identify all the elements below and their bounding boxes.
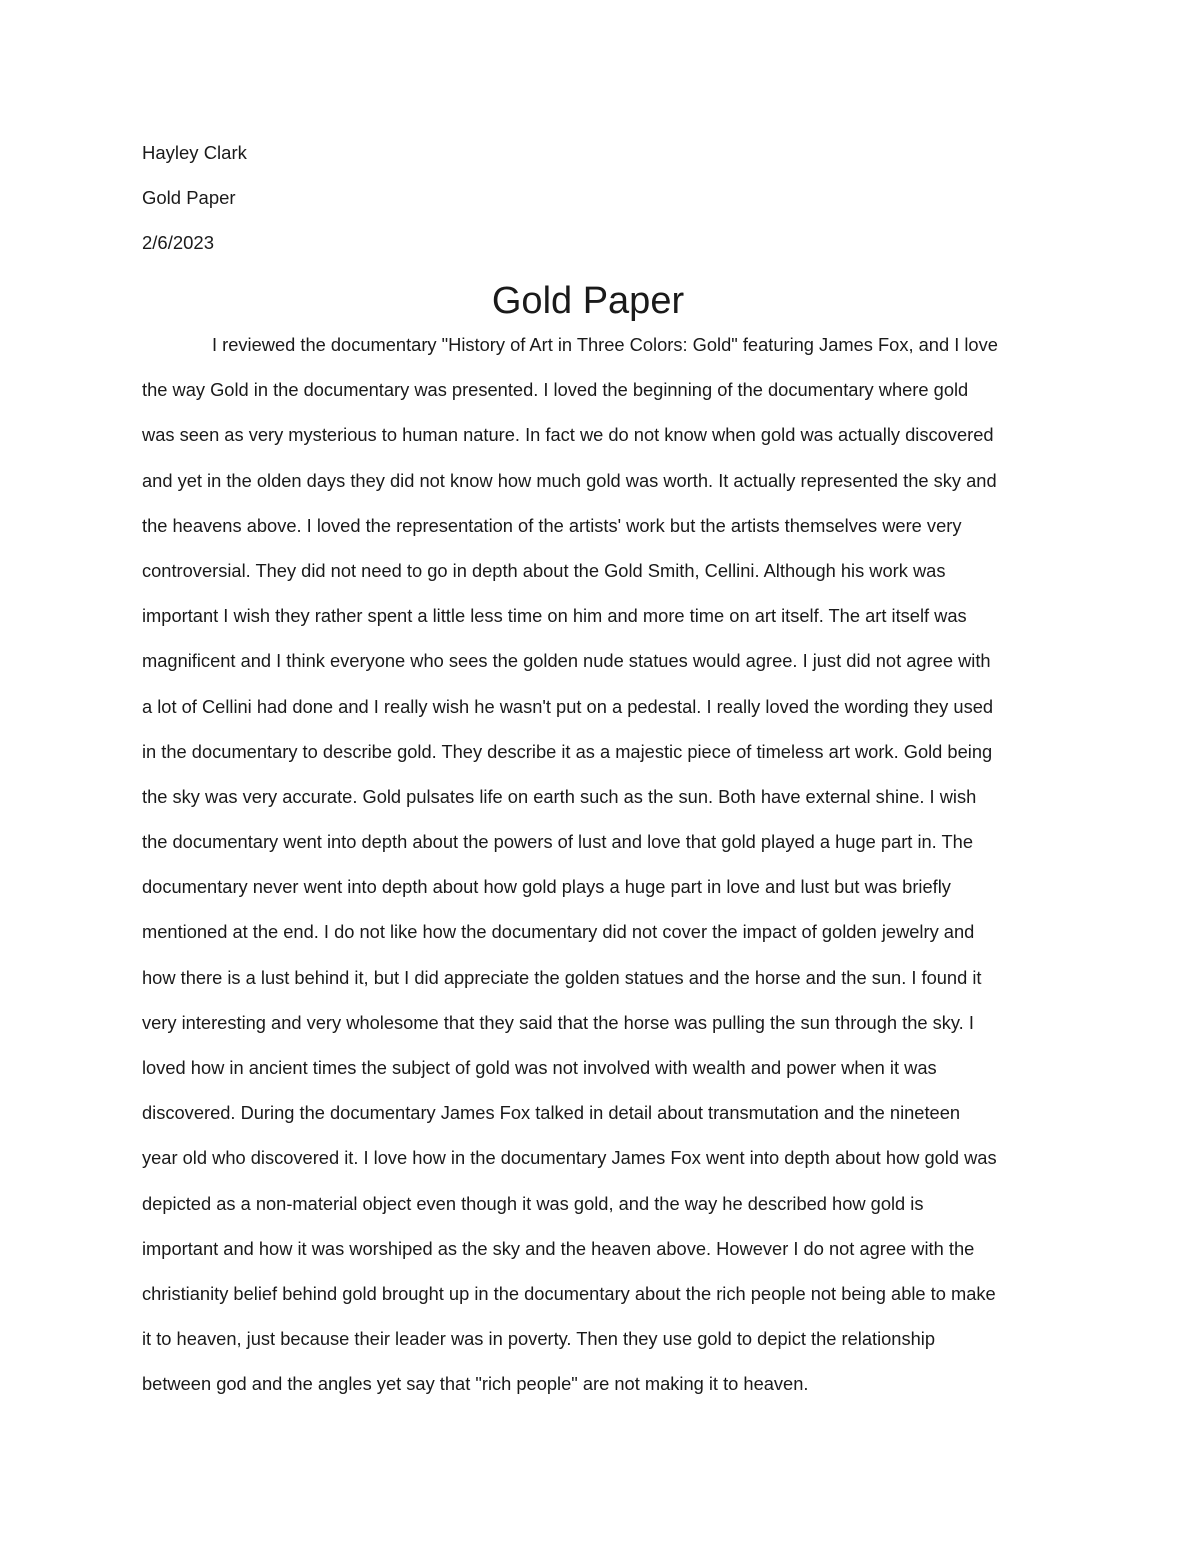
body-line: the sky was very accurate. Gold pulsates life on earth such as the sun. Both have external shine. I wish xyxy=(142,785,977,807)
body-line: important I wish they rather spent a little less time on him and more time on art itself. The art itself was xyxy=(142,605,967,627)
body-line: magnificent and I think everyone who sees the golden nude statues would agree. I just did not agree with xyxy=(142,650,991,672)
document-date: 2/6/2023 xyxy=(142,232,215,253)
body-line: the documentary went into depth about the powers of lust and love that gold played a huge part in. The xyxy=(142,831,974,853)
body-line: christianity belief behind gold brought up in the documentary about the rich people not being able to make xyxy=(142,1282,996,1304)
body-line: documentary never went into depth about how gold plays a huge part in love and lust but was briefly xyxy=(142,876,951,898)
body-line: a lot of Cellini had done and I really wish he wasn't put on a pedestal. I really loved the wording they used xyxy=(142,695,994,717)
body-paragraph xyxy=(142,333,1058,1418)
body-line: and yet in the olden days they did not know how much gold was worth. It actually represented the sky and xyxy=(142,469,997,491)
body-line: important and how it was worshiped as the sky and the heaven above. However I do not agree with the xyxy=(142,1237,975,1259)
body-line: it to heaven, just because their leader was in poverty. Then they use gold to depict the relationship xyxy=(142,1328,936,1350)
body-line: I reviewed the documentary "History of Art in Three Colors: Gold" featuring James Fox, and I love xyxy=(212,334,998,355)
body-line: how there is a lust behind it, but I did appreciate the golden statues and the horse and the sun. I found it xyxy=(142,966,982,988)
body-line: was seen as very mysterious to human nature. In fact we do not know when gold was actually discovered xyxy=(142,424,994,446)
author-name: Hayley Clark xyxy=(142,142,247,163)
body-line: loved how in ancient times the subject of gold was not involved with wealth and power when it was xyxy=(142,1057,937,1078)
body-line: year old who discovered it. I love how in the documentary James Fox went into depth about how gold was xyxy=(142,1147,997,1169)
body-line: depicted as a non-material object even though it was gold, and the way he described how gold is xyxy=(142,1192,924,1214)
body-line: in the documentary to describe gold. They describe it as a majestic piece of timeless art work. Gold being xyxy=(142,740,993,762)
body-line: discovered. During the documentary James Fox talked in detail about transmutation and the nineteen xyxy=(142,1102,961,1124)
body-line: the heavens above. I loved the representation of the artists' work but the artists themselves were very xyxy=(142,514,962,536)
body-line: controversial. They did not need to go in depth about the Gold Smith, Cellini. Although his work was xyxy=(142,559,946,581)
body-line: the way Gold in the documentary was presented. I loved the beginning of the documentary where gold xyxy=(142,379,969,401)
course-name: Gold Paper xyxy=(142,187,236,208)
body-line: very interesting and very wholesome that they said that the horse was pulling the sun through the sky. I xyxy=(142,1011,974,1033)
body-line: between god and the angles yet say that "rich people" are not making it to heaven. xyxy=(142,1373,809,1395)
body-line: mentioned at the end. I do not like how the documentary did not cover the impact of golden jewelry and xyxy=(142,921,975,943)
document-title: Gold Paper xyxy=(491,280,685,322)
